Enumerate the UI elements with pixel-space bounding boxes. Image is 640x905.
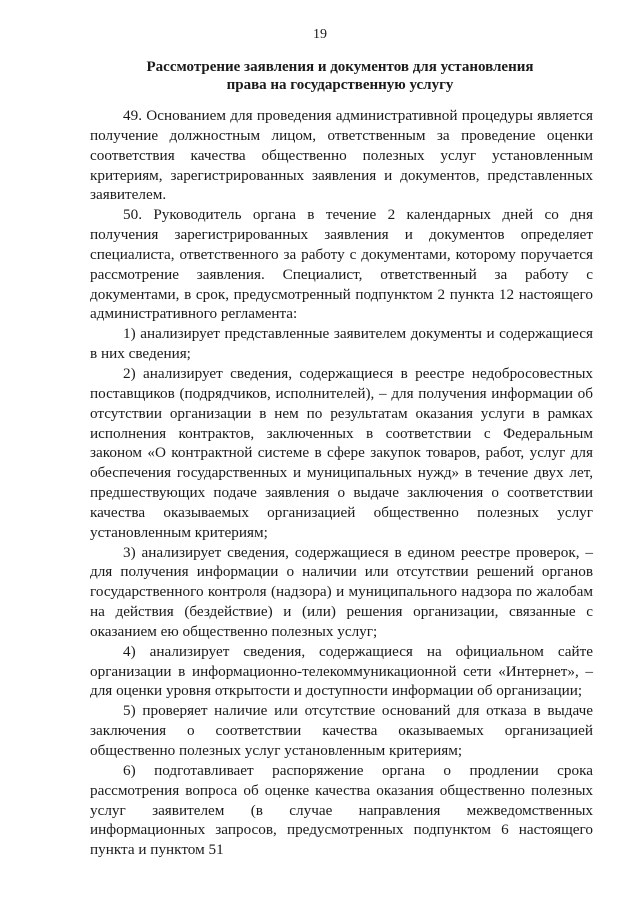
- list-item-6: 6) подготавливает распоряжение органа о продлении срока рассмотрения вопроса об оценке качества оказания общественно полезных услуг заявителем (в случае направления межведомственных информационных запросов, предусмотренных подпунктом 6 настоящего пункта и пунктом 51: [90, 761, 593, 859]
- list-item-4: 4) анализирует сведения, содержащиеся на официальном сайте организации в информационно-телекоммуникационной сети «Интернет», – для оценки уровня открытости и доступности информации об организации;: [90, 642, 593, 700]
- list-item-3: 3) анализирует сведения, содержащиеся в едином реестре проверок, – для получения информации о наличии или отсутствии решений органов государственного контроля (надзора) и муниципального надзора по жалобам на действия (бездействие) и (или) решения организации, связанные с оказанием ею общественно полезных услуг;: [90, 543, 593, 640]
- section-heading: [90, 58, 590, 94]
- list-item-1: 1) анализирует представленные заявителем документы и содержащиеся в них сведения;: [90, 325, 593, 363]
- heading-line-2: права на государственную услугу: [226, 77, 454, 93]
- page-number: 19: [313, 27, 327, 42]
- list-item-2: 2) анализирует сведения, содержащиеся в реестре недобросовестных поставщиков (подрядчиков, исполнителей), – для получения информации об отсутствии организации в нем по результатам оказания услуги в рамках исполнения контрактов, заключенных в соответствии с Федеральным законом «О контрактной системе в сфере закупок товаров, работ, услуг для обеспечения государственных и муниципальных нужд» в течение двух лет, предшествующих подаче заявления о выдаче заключения о соответствии качества оказываемых организацией общественно полезных услуг установленным критериям;: [90, 364, 593, 541]
- paragraph-50: 50. Руководитель органа в течение 2 календарных дней со дня получения зарегистрированных заявления и документов определяет специалиста, ответственного за работу с документами, которому поручается рассмотрение заявления. Специалист, ответственный за работу с документами, в срок, предусмотренный подпунктом 2 пункта 12 настоящего административного регламента:: [90, 206, 593, 323]
- heading-line-1: Рассмотрение заявления и документов для установления: [146, 59, 534, 75]
- paragraph-49: 49. Основанием для проведения административной процедуры является получение должностным лицом, ответственным за проведение оценки соответствия качества общественно полезных услуг установленным критериям, зарегистрированных заявления и документов, представленных заявителем.: [90, 107, 593, 204]
- document-body: [90, 106, 593, 860]
- list-item-5: 5) проверяет наличие или отсутствие оснований для отказа в выдаче заключения о соответствии качества оказываемых организацией общественно полезных услуг установленным критериям;: [90, 702, 593, 759]
